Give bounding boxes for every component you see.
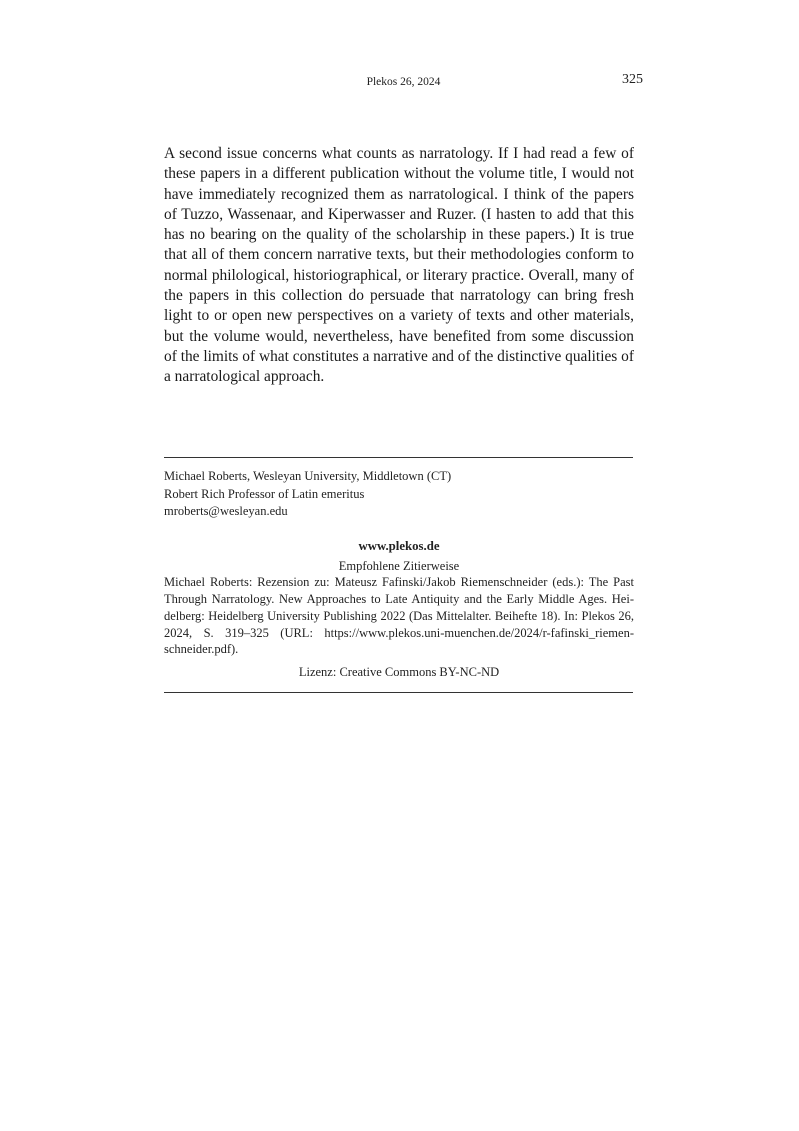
page-header: [164, 72, 643, 92]
author-info: [164, 468, 634, 521]
divider-bottom: [164, 692, 633, 693]
author-affiliation: Michael Roberts, Wesleyan University, Middletown (CT): [164, 469, 452, 483]
page-number: 325: [622, 72, 643, 87]
body-paragraph: A second issue concerns what counts as narratology. If I had read a few of these papers in a different publication without the volume title, I would not have immediately recognized them as narratological. I think of the papers of Tuzzo, Wassenaar, and Kiperwasser and Ruzer. (I hasten to add that this has no bearing on the quality of the scholarship in these papers.) It is true that all of them concern narrative texts, but their methodologies conform to normal philological, historiographical, or literary practice. Overall, many of the papers in this collection do persuade that narratology can bring fresh light to or open new perspectives on a variety of texts and other materials, but the volume would, nevertheless, have benefited from some discussion of the limits of what constitutes a narrative and of the distinctive qualities of a narratological approach.: [164, 145, 634, 386]
running-head: Plekos 26, 2024: [366, 76, 441, 88]
website-link[interactable]: www.plekos.de: [358, 539, 440, 553]
author-title: Robert Rich Professor of Latin emeritus: [164, 486, 365, 501]
divider-top: [164, 457, 633, 458]
citation-heading: Empfohlene Zitierweise: [338, 558, 460, 573]
license-text: Lizenz: Creative Commons BY-NC-ND: [298, 664, 500, 679]
author-email: mroberts@wesleyan.edu: [164, 504, 288, 518]
citation-block: [164, 538, 634, 681]
citation-text: Michael Roberts: Rezension zu: Mateusz Fafinski/Jakob Riemenschneider (eds.): The Past Through Narratology. New Approaches to Late Antiquity and the Early Middle Ages. Heidelberg: Heidelberg University Publishing 2022 (Das Mittelalter. Beihefte 18). In: Plekos 26, 2024, S. 319–325 (URL: https://www.plekos.uni-muenchen.de/2024/r-fafinski_riemenschneider.pdf).: [164, 575, 634, 657]
